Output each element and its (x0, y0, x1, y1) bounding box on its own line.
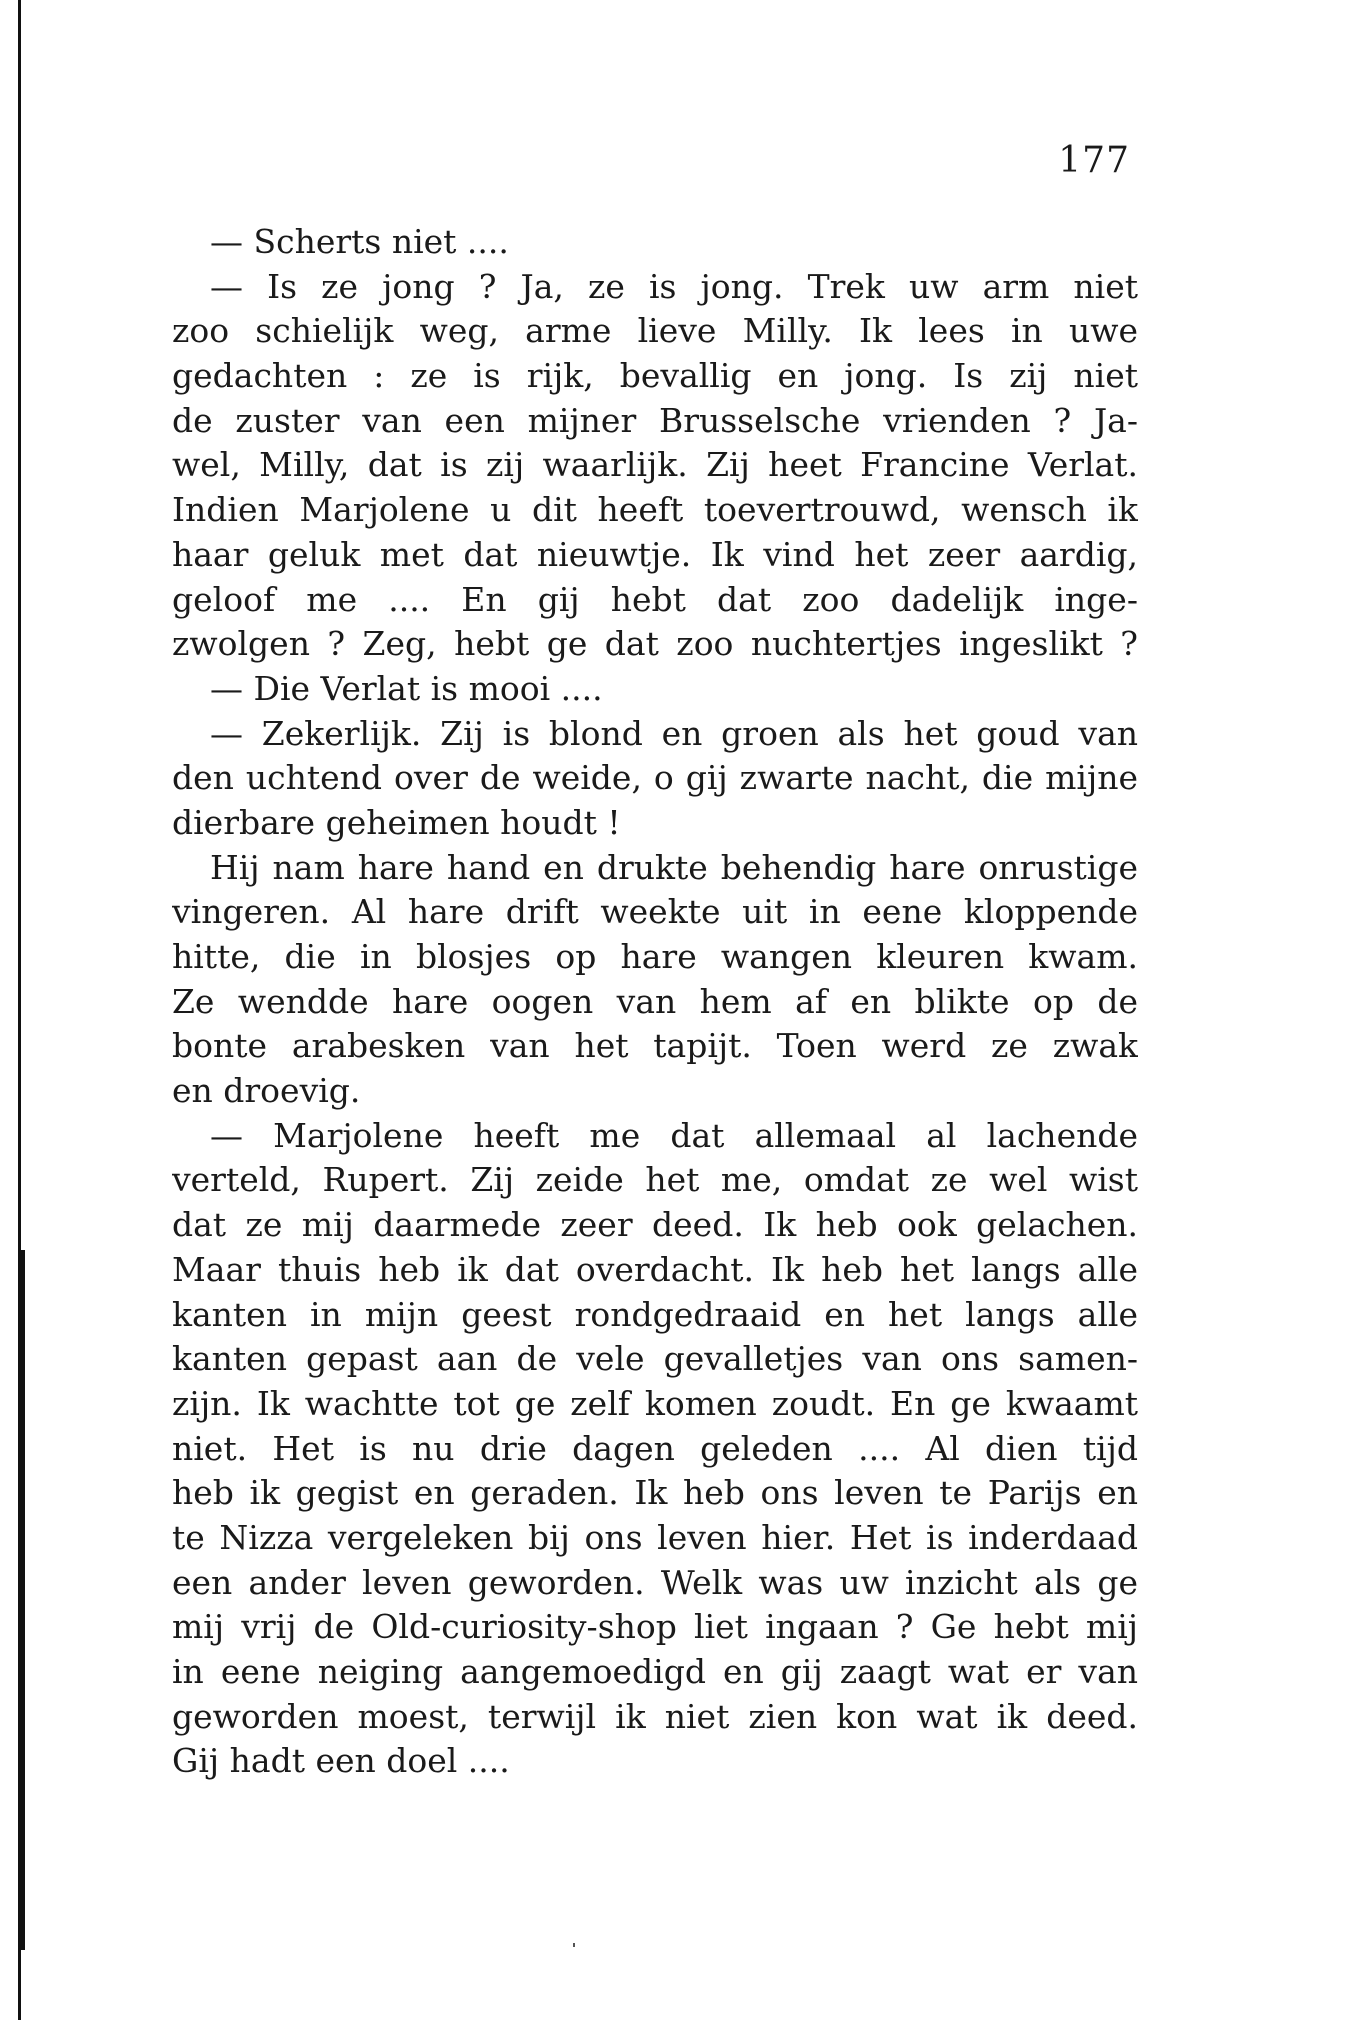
text-line: kanten in mijn geest rondgedraaid en het langs alle (172, 1294, 1138, 1334)
text-line: de zuster van een mijner Brusselsche vrienden ? Ja- (172, 400, 1138, 440)
text-line: dat ze mij daarmede zeer deed. Ik heb ook gelachen. (172, 1205, 1138, 1245)
text-line: niet. Het is nu drie dagen geleden .... Al dien tijd (172, 1428, 1138, 1468)
page-number: 177 (1058, 140, 1130, 181)
text-line: Hij nam hare hand en drukte behendig hare onrustige (210, 847, 1138, 887)
text-line: in eene neiging aangemoedigd en gij zaagt wat er van (172, 1652, 1138, 1691)
book-binding-edge (18, 0, 24, 2020)
text-line: — Scherts niet .... (210, 222, 509, 261)
text-line: te Nizza vergeleken bij ons leven hier. Het is inderdaad (172, 1517, 1138, 1557)
text-line: heb ik gegist en geraden. Ik heb ons leven te Parijs en (172, 1473, 1138, 1513)
text-line: haar geluk met dat nieuwtje. Ik vind het zeer aardig, (172, 534, 1138, 574)
text-line: Gij hadt een doel .... (172, 1741, 510, 1781)
text-line: mij vrij de Old-curiosity-shop liet ingaan ? Ge hebt mij (172, 1607, 1138, 1647)
text-line: kanten gepast aan de vele gevalletjes van ons samen- (172, 1339, 1138, 1379)
text-line: vingeren. Al hare drift weekte uit in eene kloppende (172, 892, 1138, 932)
text-line: zoo schielijk weg, arme lieve Milly. Ik lees in uwe (172, 311, 1138, 351)
text-line: Indien Marjolene u dit heeft toevertrouwd, wensch ik (172, 490, 1138, 530)
text-line: zijn. Ik wachtte tot ge zelf komen zoudt. En ge kwaamt (172, 1383, 1138, 1423)
text-line: geworden moest, terwijl ik niet zien kon wat ik deed. (172, 1696, 1138, 1736)
text-line: een ander leven geworden. Welk was uw inzicht als ge (172, 1562, 1138, 1602)
print-speck (573, 1943, 575, 1947)
text-line: wel, Milly, dat is zij waarlijk. Zij heet Francine Verlat. (172, 445, 1138, 485)
text-line: en droevig. (172, 1071, 361, 1111)
text-line: — Marjolene heeft me dat allemaal al lachende (210, 1115, 1138, 1155)
body-text (172, 220, 1138, 1784)
text-line: — Die Verlat is mooi .... (210, 668, 603, 708)
text-line: zwolgen ? Zeg, hebt ge dat zoo nuchtertjes ingeslikt ? (172, 624, 1138, 664)
text-line: Maar thuis heb ik dat overdacht. Ik heb het langs alle (172, 1249, 1138, 1289)
text-line: — Zekerlijk. Zij is blond en groen als het goud van (210, 713, 1138, 753)
text-line: Ze wendde hare oogen van hem af en blikte op de (172, 981, 1138, 1021)
text-line: — Is ze jong ? Ja, ze is jong. Trek uw arm niet (210, 266, 1138, 306)
text-line: den uchtend over de weide, o gij zwarte nacht, die mijne (172, 758, 1138, 798)
text-line: gedachten : ze is rijk, bevallig en jong. Is zij niet (172, 356, 1138, 396)
text-line: bonte arabesken van het tapijt. Toen werd ze zwak (172, 1026, 1138, 1066)
text-line: dierbare geheimen houdt ! (172, 802, 621, 842)
text-line: geloof me .... En gij hebt dat zoo dadelijk inge- (172, 579, 1138, 619)
text-line: verteld, Rupert. Zij zeide het me, omdat ze wel wist (172, 1160, 1138, 1200)
text-line: hitte, die in blosjes op hare wangen kleuren kwam. (172, 937, 1138, 976)
